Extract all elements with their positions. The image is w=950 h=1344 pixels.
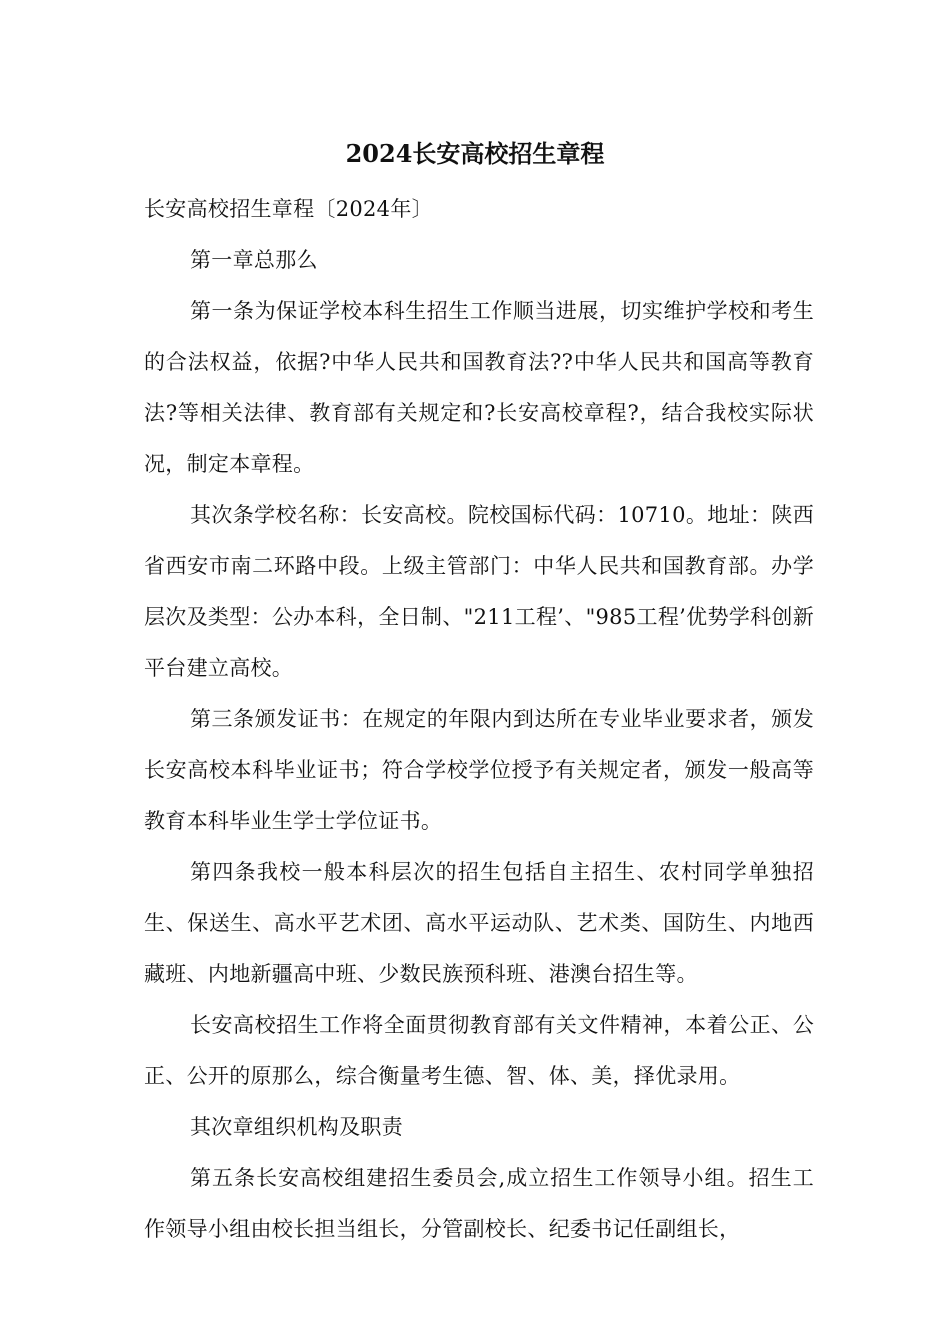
- chapter-2-heading: 其次章组织机构及职责: [190, 1115, 403, 1139]
- article-2-paragraph: 其次条学校名称：长安高校。院校国标代码：10710。地址：陕西省西安市南二环路中段。上级主管部门：中华人民共和国教育部。办学层次及类型：公办本科，全日制、"211工程’、"985工程’优势学科创新平台建立高校。: [144, 503, 814, 680]
- principle-paragraph: 长安高校招生工作将全面贯彻教育部有关文件精神，本着公正、公正、公开的原那么，综合衡量考生德、智、体、美，择优录用。: [144, 1013, 814, 1088]
- document-title: 2024长安高校招生章程: [345, 139, 605, 168]
- document-body: [144, 184, 814, 1255]
- article-5-paragraph: 第五条长安高校组建招生委员会,成立招生工作领导小组。招生工作领导小组由校长担当组长，分管副校长、纪委书记任副组长，: [144, 1166, 814, 1241]
- article-3-paragraph: 第三条颁发证书：在规定的年限内到达所在专业毕业要求者，颁发长安高校本科毕业证书；符合学校学位授予有关规定者，颁发一般高等教育本科毕业生学士学位证书。: [144, 707, 814, 833]
- document-subtitle: 长安高校招生章程〔2024年〕: [144, 197, 433, 221]
- article-1-paragraph: 第一条为保证学校本科生招生工作顺当进展，切实维护学校和考生的合法权益，依据?中华人民共和国教育法??中华人民共和国高等教育法?等相关法律、教育部有关规定和?长安高校章程?，结合我校实际状况，制定本章程。: [144, 299, 814, 476]
- chapter-1-heading: 第一章总那么: [190, 248, 318, 272]
- article-4-paragraph: 第四条我校一般本科层次的招生包括自主招生、农村同学单独招生、保送生、高水平艺术团、高水平运动队、艺术类、国防生、内地西藏班、内地新疆高中班、少数民族预科班、港澳台招生等。: [144, 860, 814, 986]
